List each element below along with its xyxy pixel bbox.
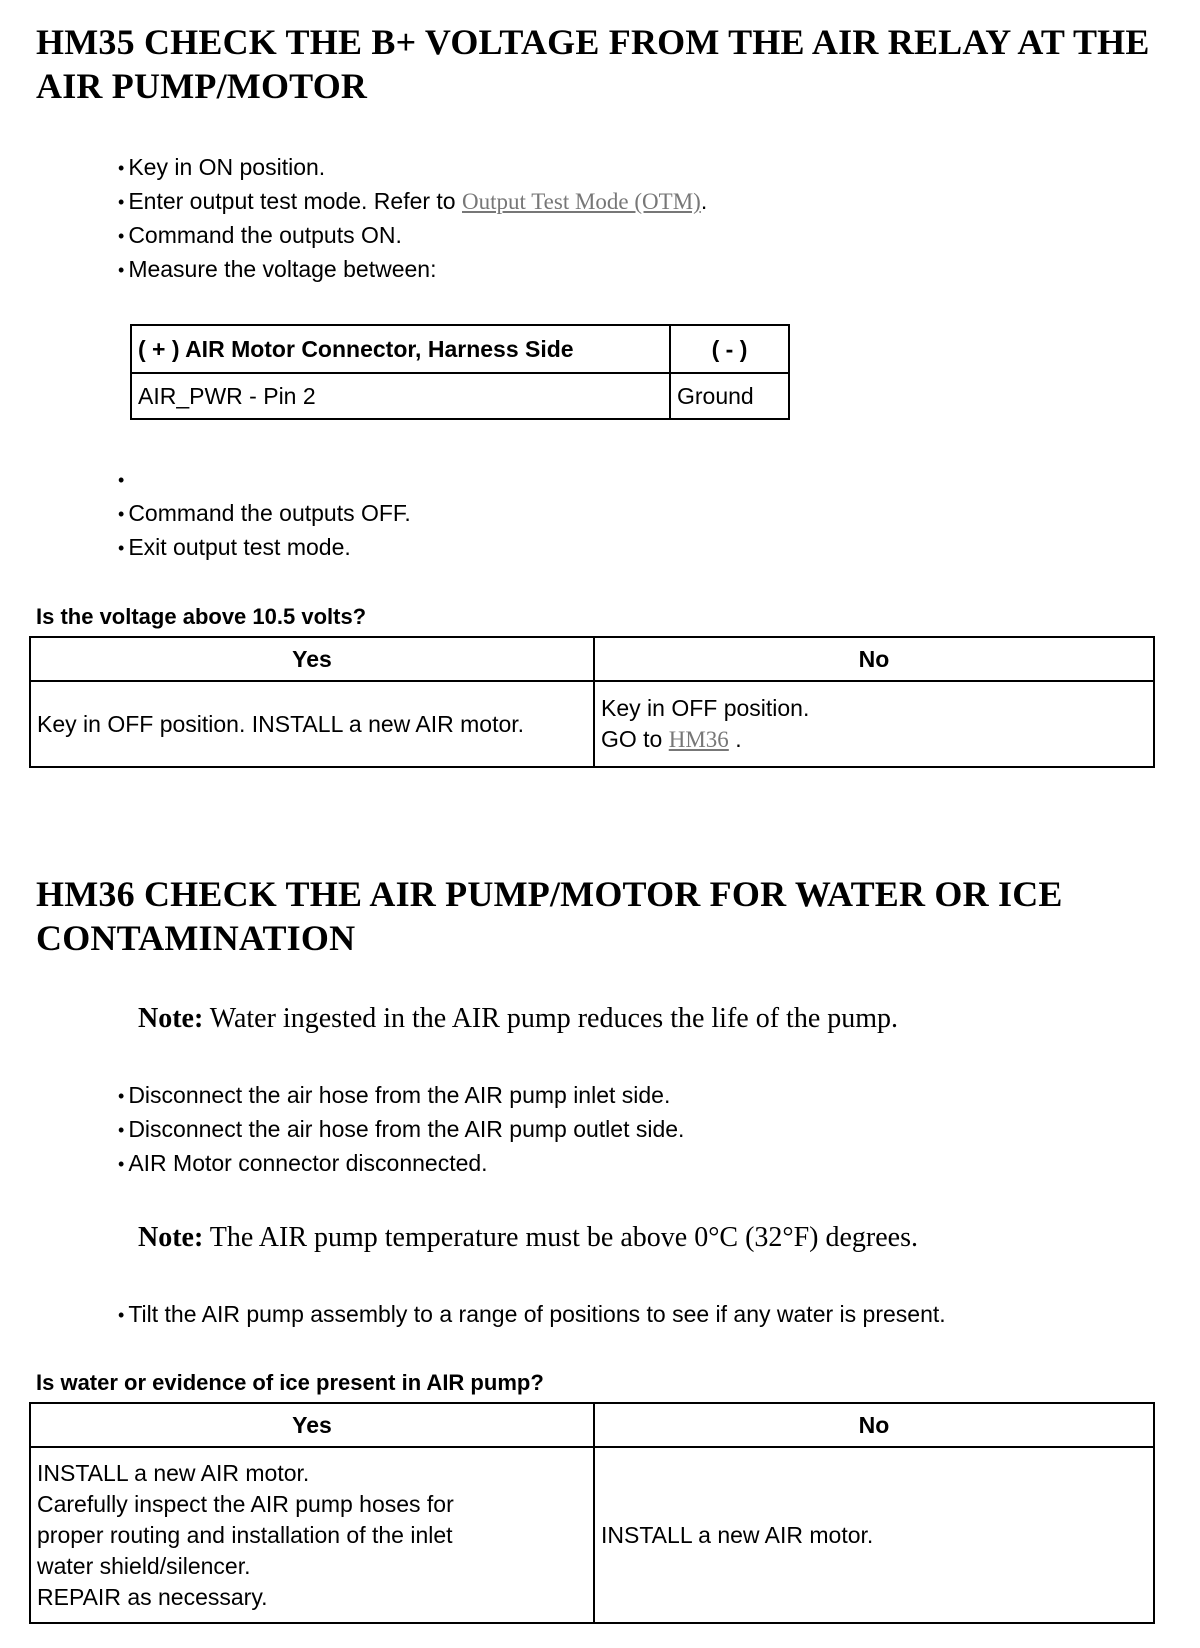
list-item: • Measure the voltage between: bbox=[118, 252, 707, 286]
measure-header-negative: ( - ) bbox=[670, 325, 789, 373]
hm36-note-temperature: Note: The AIR pump temperature must be above 0°C (32°F) degrees. bbox=[138, 1222, 919, 1253]
list-item: • Enter output test mode. Refer to Output Test Mode (OTM). bbox=[118, 184, 707, 218]
no-cell: INSTALL a new AIR motor. bbox=[594, 1447, 1154, 1623]
measure-header-positive: ( + ) AIR Motor Connector, Harness Side bbox=[131, 325, 670, 373]
list-item: • Exit output test mode. bbox=[118, 530, 411, 564]
measure-cell-pin: AIR_PWR - Pin 2 bbox=[131, 373, 670, 419]
hm36-steps bbox=[118, 1078, 684, 1180]
no-header: No bbox=[594, 637, 1154, 681]
hm36-link[interactable]: HM36 bbox=[668, 727, 729, 752]
no-cell: Key in OFF position. GO to HM36 . bbox=[594, 681, 1154, 767]
list-item: • Command the outputs OFF. bbox=[118, 496, 411, 530]
yes-header: Yes bbox=[30, 1403, 594, 1447]
note-label: Note: bbox=[138, 1003, 204, 1034]
note-label: Note: bbox=[138, 1222, 204, 1253]
list-item: • Key in ON position. bbox=[118, 150, 707, 184]
hm36-tilt-step bbox=[118, 1297, 946, 1331]
list-item: • Disconnect the air hose from the AIR pump inlet side. bbox=[118, 1078, 684, 1112]
yes-header: Yes bbox=[30, 637, 594, 681]
measure-cell-ground: Ground bbox=[670, 373, 789, 419]
hm36-title: HM36 CHECK THE AIR PUMP/MOTOR FOR WATER OR ICE CONTAMINATION bbox=[36, 874, 1063, 958]
list-item: • Tilt the AIR pump assembly to a range of positions to see if any water is present. bbox=[118, 1297, 946, 1331]
yes-cell: INSTALL a new AIR motor. Carefully inspect the AIR pump hoses for proper routing and installation of the inlet water shield/silencer. REPAIR as necessary. bbox=[30, 1447, 594, 1623]
hm36-result-table bbox=[29, 1402, 1155, 1624]
measure-table bbox=[130, 324, 790, 420]
hm35-title: HM35 CHECK THE B+ VOLTAGE FROM THE AIR RELAY AT THE AIR PUMP/MOTOR bbox=[36, 22, 1150, 106]
list-item: • Command the outputs ON. bbox=[118, 218, 707, 252]
hm36-note-water: Note: Water ingested in the AIR pump reduces the life of the pump. bbox=[138, 1003, 899, 1034]
hm35-after-steps bbox=[118, 462, 411, 564]
hm35-result-table bbox=[29, 636, 1155, 768]
otm-link[interactable]: Output Test Mode (OTM) bbox=[462, 189, 701, 214]
hm36-question: Is water or evidence of ice present in AIR pump? bbox=[36, 1370, 544, 1395]
list-item: • Disconnect the air hose from the AIR pump outlet side. bbox=[118, 1112, 684, 1146]
hm35-question: Is the voltage above 10.5 volts? bbox=[36, 604, 367, 629]
hm35-steps bbox=[118, 150, 707, 286]
list-item bbox=[118, 462, 411, 496]
list-item: • AIR Motor connector disconnected. bbox=[118, 1146, 684, 1180]
no-header: No bbox=[594, 1403, 1154, 1447]
yes-cell: Key in OFF position. INSTALL a new AIR motor. bbox=[30, 681, 594, 767]
